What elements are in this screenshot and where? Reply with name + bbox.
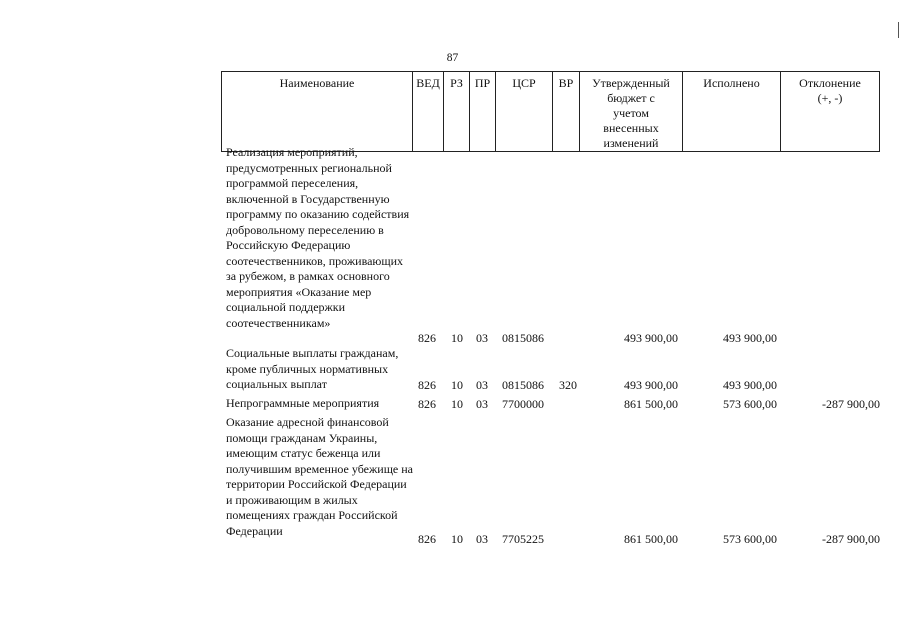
header-ved: ВЕД xyxy=(413,72,444,152)
table-row xyxy=(0,396,905,412)
row-name: Социальные выплаты гражданам, кроме публичных нормативных социальных выплат xyxy=(226,346,399,391)
row-approved: 861 500,00 xyxy=(624,531,678,546)
header-name: Наименование xyxy=(222,72,413,152)
row-rz: 10 xyxy=(451,377,463,392)
row-csr: 7700000 xyxy=(502,396,544,411)
row-name: Реализация мероприятий, предусмотренных региональной программой переселения, включенной в Государственную программу по оказанию содействия добровольному переселению в Российскую Федерацию соотечественников, проживающих за рубежом, в рамках основного мероприятия «Оказание мер социальной поддержки соотечественникам» xyxy=(226,145,410,330)
header-csr: ЦСР xyxy=(496,72,553,152)
row-csr: 0815086 xyxy=(502,330,544,345)
table-row xyxy=(0,145,905,346)
page-number: 87 xyxy=(446,52,459,64)
header-approved: Утвержденный бюджет с учетом внесенных изменений xyxy=(580,72,683,152)
row-ved: 826 xyxy=(418,531,436,546)
table-header xyxy=(221,71,880,152)
row-pr: 03 xyxy=(476,330,488,345)
header-deviation: Отклонение (+, -) xyxy=(781,72,880,152)
row-deviation: -287 900,00 xyxy=(822,396,880,411)
row-deviation: -287 900,00 xyxy=(822,531,880,546)
row-executed: 573 600,00 xyxy=(723,531,777,546)
row-approved: 493 900,00 xyxy=(624,377,678,392)
header-rz: РЗ xyxy=(444,72,470,152)
row-rz: 10 xyxy=(451,531,463,546)
row-ved: 826 xyxy=(418,396,436,411)
row-rz: 10 xyxy=(451,330,463,345)
row-executed: 573 600,00 xyxy=(723,396,777,411)
row-ved: 826 xyxy=(418,330,436,345)
row-pr: 03 xyxy=(476,396,488,411)
header-pr: ПР xyxy=(470,72,496,152)
row-vr: 320 xyxy=(559,377,577,392)
margin-mark xyxy=(898,22,899,38)
row-pr: 03 xyxy=(476,531,488,546)
table-row xyxy=(0,346,905,393)
table-row xyxy=(0,415,905,547)
row-rz: 10 xyxy=(451,396,463,411)
row-name: Оказание адресной финансовой помощи гражданам Украины, имеющим статус беженца или получившим временное убежище на территории Российской Федерации и проживающим в жилых помещениях граждан Российской Федерации xyxy=(226,415,414,538)
row-executed: 493 900,00 xyxy=(723,377,777,392)
row-csr: 0815086 xyxy=(502,377,544,392)
row-approved: 861 500,00 xyxy=(624,396,678,411)
header-vr: ВР xyxy=(553,72,580,152)
row-ved: 826 xyxy=(418,377,436,392)
row-pr: 03 xyxy=(476,377,488,392)
header-executed: Исполнено xyxy=(683,72,781,152)
row-executed: 493 900,00 xyxy=(723,330,777,345)
row-csr: 7705225 xyxy=(502,531,544,546)
row-approved: 493 900,00 xyxy=(624,330,678,345)
row-name: Непрограммные мероприятия xyxy=(226,396,380,410)
